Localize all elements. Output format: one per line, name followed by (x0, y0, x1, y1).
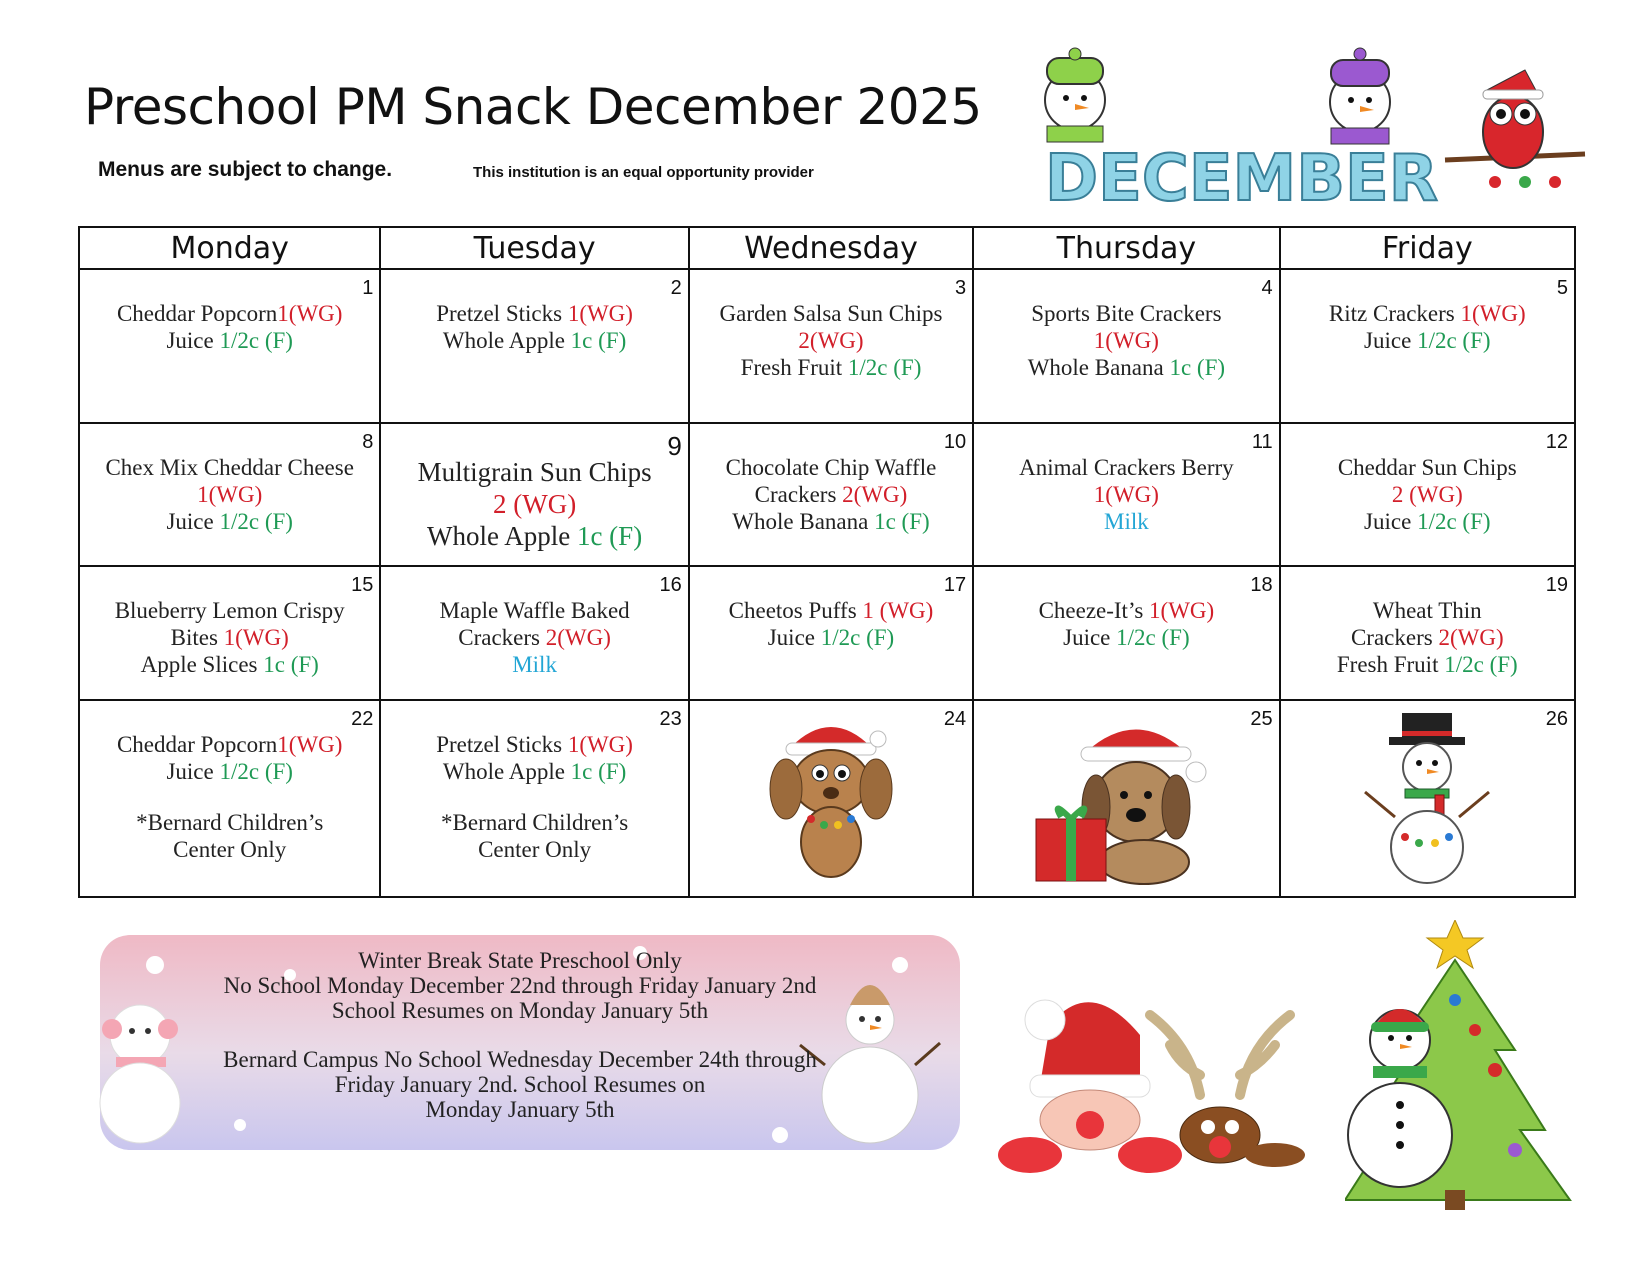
day-cell (380, 423, 688, 566)
fruit-serving: 1c (F) (576, 521, 643, 551)
grain-credit: 1(WG) (1460, 301, 1526, 326)
snack-items (1281, 300, 1574, 354)
date-number: 10 (943, 431, 967, 453)
snack-items (381, 597, 687, 678)
snack-name: Chocolate Chip Waffle (725, 455, 937, 480)
santa-and-reindeer-peeking-icon (990, 975, 1320, 1175)
side-name: Whole Banana (1027, 355, 1170, 380)
snack-name: Pretzel Sticks (436, 301, 568, 326)
snack-name: Blueberry Lemon Crispy (114, 598, 345, 623)
day-cell (973, 566, 1279, 700)
snack-items (80, 731, 379, 863)
weekday-header-row (79, 227, 1575, 269)
owl-santa-hat-icon (1445, 70, 1585, 188)
day-cell (973, 423, 1279, 566)
site-note: *Bernard Children’s (441, 810, 629, 835)
equal-opportunity-note: This institution is an equal opportunity provider (473, 164, 814, 181)
side-name: Juice (166, 759, 220, 784)
side-name: Apple Slices (140, 652, 264, 677)
day-cell (79, 423, 380, 566)
notice-line: Friday January 2nd. School Resumes on (334, 1072, 706, 1097)
day-cell (689, 566, 973, 700)
side-name: Juice (166, 328, 220, 353)
date-number: 17 (943, 574, 967, 596)
snack-name: Pretzel Sticks (436, 732, 568, 757)
grain-credit: 1(WG) (1149, 598, 1215, 623)
snack-name: Cheddar Popcorn (116, 301, 278, 326)
day-header-thursday: Thursday (973, 227, 1279, 269)
grain-credit: 1(WG) (567, 732, 633, 757)
day-cell-holiday (1280, 700, 1575, 897)
notice-line: No School Monday December 22nd through Friday January 2nd (223, 973, 817, 998)
grain-credit: 1(WG) (1093, 482, 1159, 507)
snack-items (1281, 597, 1574, 678)
date-number: 9 (667, 431, 682, 461)
snack-name-continued: Crackers (458, 625, 546, 650)
fruit-serving: 1/2c (F) (1444, 652, 1518, 677)
day-cell (380, 566, 688, 700)
snack-items (381, 731, 687, 863)
fruit-serving: 1c (F) (874, 509, 930, 534)
side-name: Juice (1364, 509, 1418, 534)
snowman-top-hat-icon (1357, 707, 1497, 887)
snack-name: Cheeze-It’s (1038, 598, 1150, 623)
date-number: 18 (1250, 574, 1273, 596)
date-number: 24 (943, 708, 967, 730)
date-number: 19 (1545, 574, 1568, 596)
side-name: Whole Apple (426, 521, 577, 551)
side-name: Fresh Fruit (1336, 652, 1445, 677)
day-header-tuesday: Tuesday (380, 227, 688, 269)
side-name: Whole Banana (732, 509, 875, 534)
grain-credit: 2(WG) (798, 328, 864, 353)
side-name: Juice (1063, 625, 1117, 650)
day-cell (1280, 269, 1575, 423)
snack-name: Ritz Crackers (1328, 301, 1461, 326)
notice-line: Bernard Campus No School Wednesday December 24th through (223, 1047, 817, 1072)
grain-credit: 2(WG) (842, 482, 908, 507)
snack-items (690, 454, 972, 535)
fruit-serving: 1/2c (F) (219, 509, 293, 534)
fruit-serving: 1/2c (F) (1116, 625, 1190, 650)
notice-line: School Resumes on Monday January 5th (331, 998, 709, 1023)
side-name: Fresh Fruit (740, 355, 848, 380)
day-cell (689, 423, 973, 566)
fruit-serving: 1c (F) (570, 759, 627, 784)
day-cell-holiday (689, 700, 973, 897)
date-number: 26 (1545, 708, 1568, 730)
snack-name: Chex Mix Cheddar Cheese (105, 455, 354, 480)
fruit-serving: 1/2c (F) (1417, 509, 1491, 534)
site-note-continued: Center Only (478, 837, 592, 862)
grain-credit: 1(WG) (277, 732, 343, 757)
snowman-green-hat-icon (1045, 48, 1105, 142)
fruit-serving: 1/2c (F) (1417, 328, 1491, 353)
date-number: 22 (351, 708, 374, 730)
fruit-serving: 1/2c (F) (219, 328, 293, 353)
grain-credit: 1 (WG) (862, 598, 934, 623)
day-cell (1280, 566, 1575, 700)
notice-line: Winter Break State Preschool Only (358, 948, 682, 973)
side-name: Whole Apple (442, 328, 571, 353)
snack-name: Multigrain Sun Chips (417, 457, 652, 487)
day-cell (1280, 423, 1575, 566)
snack-name-continued: Crackers (754, 482, 843, 507)
snack-name: Sports Bite Crackers (1031, 301, 1222, 326)
fruit-serving: 1/2c (F) (847, 355, 922, 380)
date-number: 3 (955, 277, 967, 299)
snack-name: Animal Crackers Berry (1019, 455, 1234, 480)
snack-items (80, 597, 379, 678)
date-number: 4 (1261, 277, 1273, 299)
fruit-serving: 1c (F) (570, 328, 627, 353)
winter-break-notice (160, 948, 880, 1122)
snack-name: Wheat Thin (1372, 598, 1482, 623)
day-header-monday: Monday (79, 227, 380, 269)
snowman-purple-hat-icon (1330, 48, 1390, 144)
site-note-continued: Center Only (173, 837, 287, 862)
day-cell (689, 269, 973, 423)
day-cell (380, 700, 688, 897)
date-number: 8 (362, 431, 374, 453)
snack-name: Cheddar Sun Chips (1337, 455, 1517, 480)
snack-items (381, 456, 687, 552)
side-name: Juice (166, 509, 220, 534)
notice-line: Monday January 5th (425, 1097, 615, 1122)
snack-items (974, 300, 1278, 381)
snack-items (690, 300, 972, 381)
snack-items (80, 454, 379, 535)
snack-items (1281, 454, 1574, 535)
week-row (79, 423, 1575, 566)
side-name: Whole Apple (442, 759, 571, 784)
date-number: 11 (1251, 431, 1273, 453)
site-note: *Bernard Children’s (136, 810, 324, 835)
grain-credit: 1(WG) (1093, 328, 1159, 353)
menu-change-note: Menus are subject to change. (98, 158, 393, 181)
grain-credit: 1(WG) (197, 482, 263, 507)
grain-credit: 2 (WG) (1391, 482, 1463, 507)
puppy-santa-hat-icon (746, 707, 916, 887)
snack-name: Garden Salsa Sun Chips (719, 301, 943, 326)
snack-items (80, 300, 379, 354)
date-number: 12 (1545, 431, 1568, 453)
milk-serving: Milk (1104, 509, 1149, 534)
snack-name-continued: Bites (170, 625, 224, 650)
week-row (79, 700, 1575, 897)
day-cell (79, 269, 380, 423)
snowman-and-christmas-tree-icon (1345, 920, 1585, 1210)
snack-name: Maple Waffle Baked (439, 598, 630, 623)
day-header-friday: Friday (1280, 227, 1575, 269)
week-row (79, 566, 1575, 700)
date-number: 1 (362, 277, 374, 299)
snack-items (381, 300, 687, 354)
banner-word: DECEMBER (1045, 142, 1438, 216)
side-name: Juice (767, 625, 821, 650)
snack-name: Cheetos Puffs (728, 598, 863, 623)
snack-items (974, 454, 1278, 535)
menu-calendar (78, 226, 1576, 898)
fruit-serving: 1/2c (F) (219, 759, 293, 784)
day-cell (79, 566, 380, 700)
date-number: 5 (1556, 277, 1568, 299)
snack-items (974, 597, 1278, 651)
date-number: 25 (1250, 708, 1273, 730)
date-number: 16 (659, 574, 682, 596)
fruit-serving: 1c (F) (1169, 355, 1226, 380)
page-title: Preschool PM Snack December 2025 (84, 78, 982, 136)
milk-serving: Milk (512, 652, 557, 677)
week-row (79, 269, 1575, 423)
day-cell (79, 700, 380, 897)
snack-items (690, 597, 972, 651)
grain-credit: 2 (WG) (492, 489, 577, 519)
snack-name-continued: Crackers (1350, 625, 1439, 650)
day-cell (380, 269, 688, 423)
day-header-wednesday: Wednesday (689, 227, 973, 269)
grain-credit: 2(WG) (545, 625, 611, 650)
date-number: 2 (670, 277, 682, 299)
grain-credit: 2(WG) (1438, 625, 1504, 650)
day-cell-holiday (973, 700, 1279, 897)
date-number: 15 (351, 574, 374, 596)
day-cell (973, 269, 1279, 423)
grain-credit: 1(WG) (277, 301, 343, 326)
date-number: 23 (659, 708, 682, 730)
fruit-serving: 1c (F) (263, 652, 319, 677)
snack-name: Cheddar Popcorn (116, 732, 278, 757)
grain-credit: 1(WG) (567, 301, 633, 326)
december-banner-illustration (1025, 40, 1625, 220)
side-name: Juice (1364, 328, 1418, 353)
grain-credit: 1(WG) (223, 625, 289, 650)
dog-with-gift-icon (1026, 707, 1226, 887)
fruit-serving: 1/2c (F) (820, 625, 895, 650)
